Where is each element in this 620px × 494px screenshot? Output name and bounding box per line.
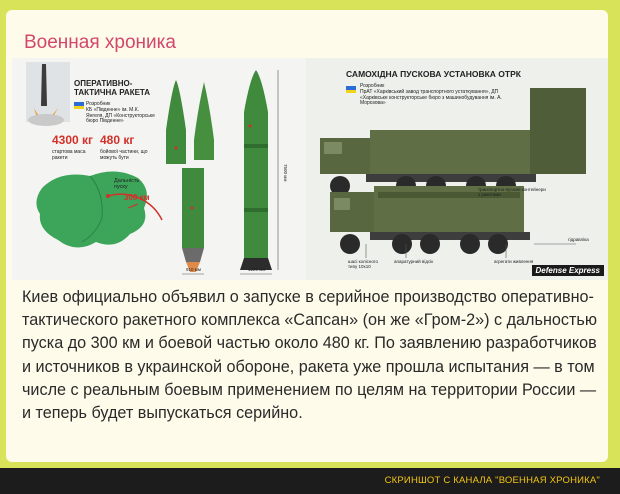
missile-heading-1: ОПЕРАТИВНО- [74,79,133,88]
missile-full [240,70,272,270]
missile-diagram [12,58,306,280]
missile-developer-label: Розробник [86,101,111,107]
missile-developer-text: КБ «Південне» ім. М.К. Янгеля, ДП «Конструкторське бюро Південне» [86,107,155,124]
callout-power: агрегати живлення [494,259,534,264]
range-label: Дальність пуску [114,178,140,191]
dimension-bottom-1: 910 мм [186,267,201,272]
ukraine-flag-icon [74,102,84,109]
missile-heading-2: ТАКТИЧНА РАКЕТА [74,88,151,97]
missile-nose-1 [166,80,186,164]
missile-nose-2 [194,82,214,160]
launch-mass-caption: стартова маса ракети [52,149,86,161]
missile-launch-photo [26,62,70,126]
ukraine-flag-icon-2 [346,86,356,93]
callout-hydraulics: гідравліка [568,237,589,242]
article-text: Киев официально объявил о запуске в серийное производство оперативно-тактического ракетного комплекса «Сапсан» (он же «Гром-2») с дальностью пуска до 300 км и боевой частью около 480 кг. По заявлению разработчиков и источников в украинской обороне, ракета уже прошла испытания — в том числе с реальным боевым применением по целям на территории России — и теперь будет выпускаться серийно. [22,288,597,423]
infographic-image[interactable] [12,58,608,280]
warhead-mass-value: 480 кг [100,133,135,147]
dimension-side: 7500 мм [282,164,288,182]
screenshot-credit: СКРИНШОТ С КАНАЛА "ВОЕННАЯ ХРОНИКА" [384,475,600,486]
callout-chassis: шасі колісного типу 10х10 [348,259,378,269]
launcher-heading: САМОХІДНА ПУСКОВА УСТАНОВКА ОТРК [346,69,521,79]
callout-equipment: апаратурний відсік [394,259,434,264]
launcher-developer-label: Розробник [360,83,385,89]
callout-containers: транспортно-пускові контейнери з ракетами [478,187,546,197]
launcher-developer-text: ПрАТ «Харківський завод транспортного устаткування», ДП «Харківське конструкторське бюро з машинобудування ім. А. Морозова» [360,89,502,106]
launch-mass-value: 4300 кг [52,133,94,147]
dimension-bottom-2: 1220 мм [248,267,266,272]
footer-bar [0,468,620,494]
missile-panel [12,58,306,280]
missile-booster [182,168,204,272]
defense-express-watermark: Defense Express [532,265,604,276]
channel-title[interactable]: Военная хроника [24,32,176,53]
range-value: 300 км [124,193,150,202]
post-card [6,10,608,462]
launcher-panel [306,58,608,280]
warhead-caption: бойової частини, що можуть бути [100,149,148,161]
